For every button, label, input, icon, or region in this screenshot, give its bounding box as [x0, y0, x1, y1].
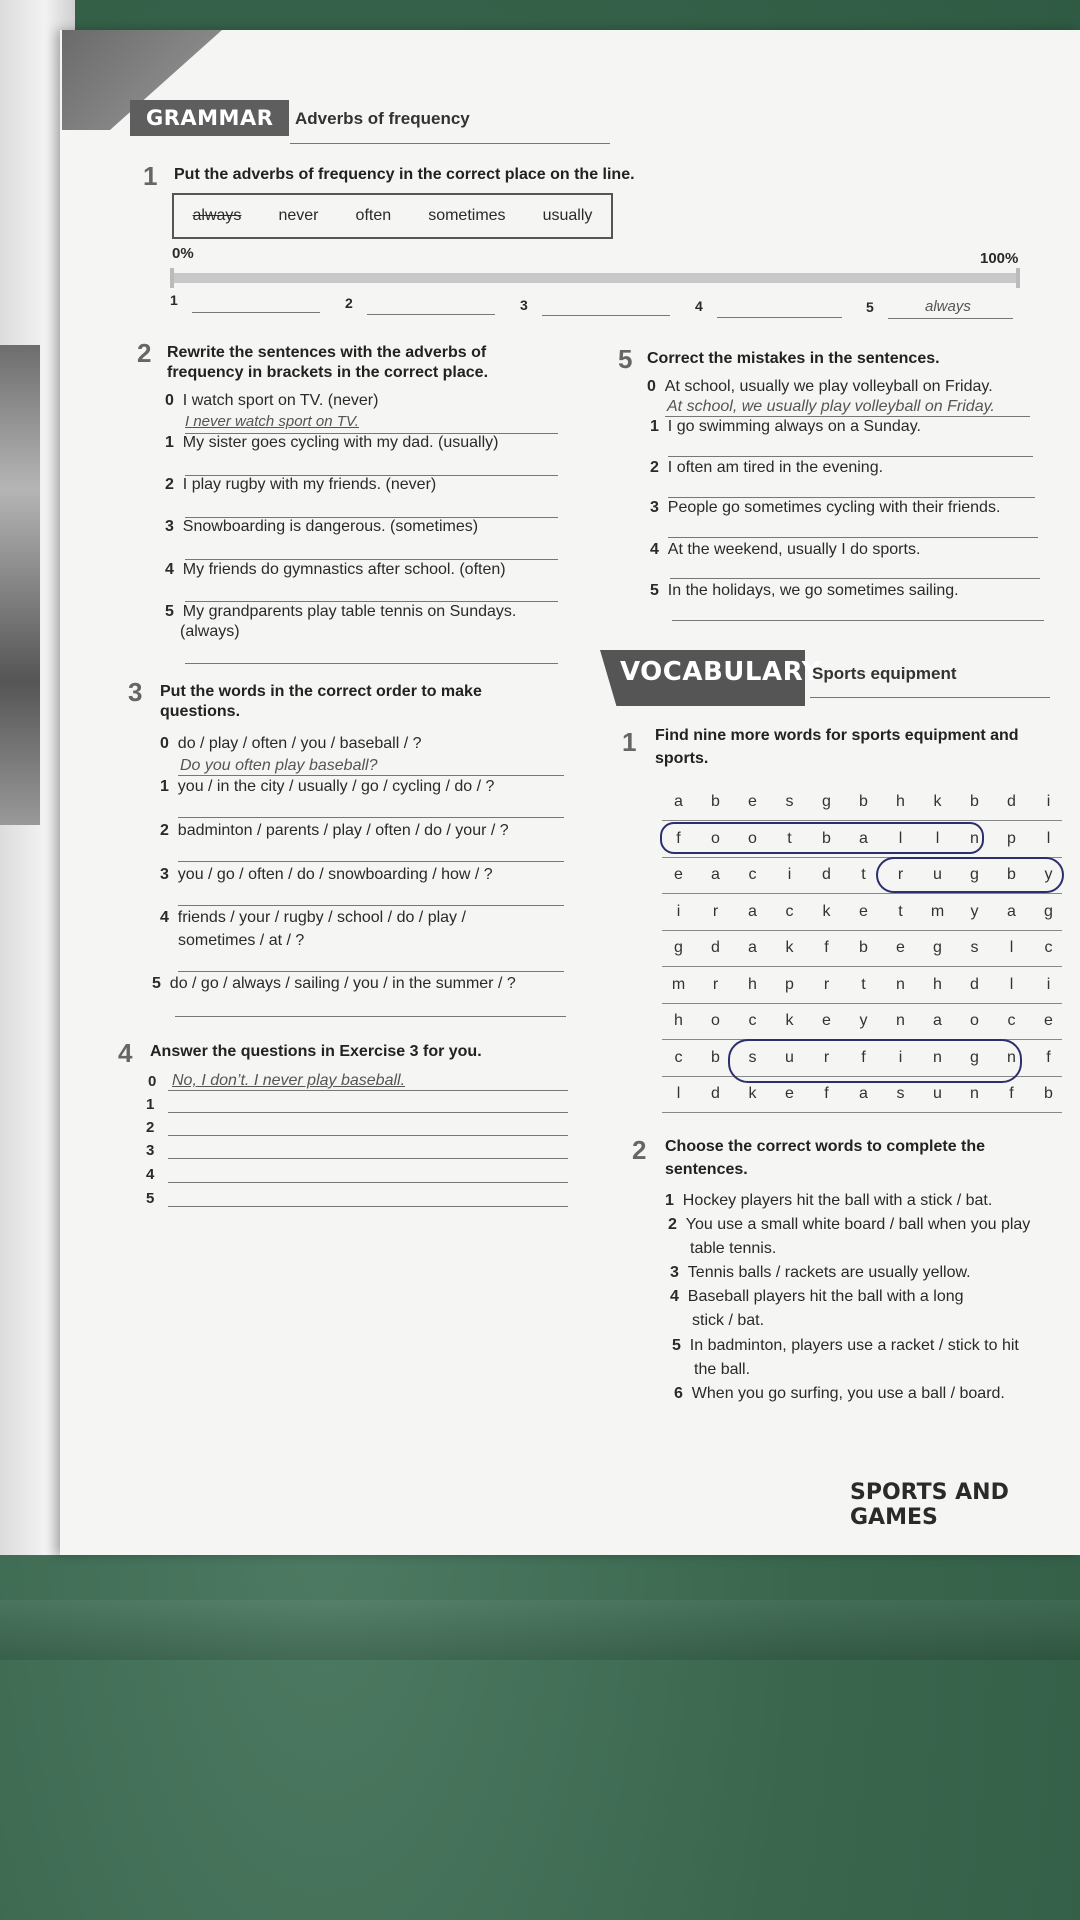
- grid-letter: f: [861, 1048, 866, 1066]
- grammar-underline: [290, 143, 610, 144]
- ex3-number: 3: [128, 677, 143, 707]
- grid-letter: e: [748, 793, 757, 810]
- grid-letter: l: [1009, 939, 1014, 956]
- ex4-item-0-number: 0: [148, 1073, 157, 1090]
- vocab-ex2-item-5: [672, 1337, 1019, 1355]
- ex5-item-2-line: [668, 497, 1035, 498]
- grid-row-rule: [662, 1112, 1062, 1113]
- grid-letter: r: [712, 975, 719, 993]
- circle-rugby: [876, 857, 1064, 893]
- ex4-item-0-line: [168, 1090, 568, 1091]
- grid-letter: f: [1046, 1048, 1051, 1066]
- vocab-ex2-item-5-text: In badminton, players use a racket / stick to hit: [689, 1337, 1019, 1354]
- vocab-ex2-item-2-text2: table tennis.: [690, 1240, 777, 1257]
- ex5-item-4-line: [670, 578, 1040, 579]
- grid-letter: n: [896, 975, 905, 993]
- word-always: always: [192, 207, 242, 224]
- grid-letter: b: [822, 829, 831, 847]
- ex2-item-2-number: 2: [165, 476, 174, 493]
- grid-letter: c: [1007, 1012, 1016, 1029]
- grid-letter: k: [785, 1012, 794, 1029]
- grid-letter: k: [822, 902, 831, 920]
- ex3-item-1-number: 1: [160, 778, 169, 795]
- vocab-ex2-number: 2: [632, 1135, 647, 1165]
- ex2-item-5-text: My grandparents play table tennis on Sundays.: [182, 603, 517, 620]
- grid-letter: p: [785, 975, 794, 993]
- vocab-ex2-item-3-text: Tennis balls / rackets are usually yellow.: [687, 1264, 971, 1281]
- slot-3-line: [542, 315, 670, 316]
- ex2-item-3: [165, 518, 478, 536]
- grid-letter: k: [933, 793, 942, 810]
- grid-letter: f: [676, 829, 681, 847]
- ex3-item-2-text: badminton / parents / play / often / do / your / ?: [177, 822, 509, 839]
- ex5-item-0: [647, 378, 993, 396]
- ex4-item-2-line: [168, 1135, 568, 1136]
- slot-2-number: 2: [345, 295, 353, 311]
- ex4-item-1-number: 1: [146, 1096, 155, 1113]
- grid-letter: a: [1007, 902, 1016, 920]
- grid-letter: f: [1009, 1085, 1014, 1102]
- ex2-instruction-line2: frequency in brackets in the correct place.: [167, 364, 489, 381]
- grid-letter: b: [859, 793, 868, 810]
- grid-letter: e: [859, 902, 868, 920]
- grid-letter: e: [674, 866, 683, 883]
- grid-letter: b: [711, 1048, 720, 1066]
- grid-letter: m: [671, 975, 686, 993]
- ex3-item-0-line: [178, 775, 564, 776]
- grid-letter: r: [897, 866, 904, 883]
- circle-surfing: [728, 1039, 1022, 1083]
- grid-letter: n: [896, 1012, 905, 1029]
- grid-letter: i: [787, 866, 792, 883]
- grid-letter: b: [970, 793, 979, 810]
- vocab-ex2-instruction-line1: Choose the correct words to complete the: [665, 1138, 986, 1155]
- grid-letter: d: [711, 1085, 720, 1102]
- vocab-ex1-instruction-line1: Find nine more words for sports equipment and: [655, 727, 1019, 744]
- ex5-item-4-text: At the weekend, usually I do sports.: [667, 541, 921, 558]
- grid-letter: l: [1009, 975, 1014, 993]
- slot-2-line: [367, 314, 495, 315]
- scale-right-label: 100%: [980, 250, 1019, 267]
- grid-letter: k: [748, 1085, 757, 1102]
- ex2-item-2: [165, 476, 436, 494]
- ex4-number: 4: [118, 1038, 133, 1068]
- grid-letter: d: [970, 975, 979, 993]
- frequency-scale-bar: [170, 273, 1018, 283]
- vocab-ex2-item-6: [674, 1385, 1005, 1403]
- ex1-number: 1: [143, 161, 158, 191]
- scale-left-tick: [170, 268, 174, 288]
- grid-row: [660, 895, 1067, 929]
- vocab-ex2-item-4-text: Baseball players hit the ball with a long: [687, 1288, 964, 1305]
- grid-letter: r: [823, 1048, 830, 1066]
- grid-letter: i: [676, 902, 681, 920]
- grid-letter: f: [824, 1085, 829, 1102]
- grid-letter: a: [859, 1085, 868, 1102]
- grid-letter: d: [711, 939, 720, 956]
- ex3-item-3-text: you / go / often / do / snowboarding / how / ?: [177, 866, 493, 883]
- ex2-item-4-line: [185, 601, 558, 602]
- ex2-item-0-text: I watch sport on TV. (never): [182, 392, 379, 409]
- grid-letter: l: [676, 1085, 681, 1102]
- vocab-ex2-item-6-text: When you go surfing, you use a ball / board.: [691, 1385, 1005, 1402]
- ex2-item-3-text: Snowboarding is dangerous. (sometimes): [182, 518, 479, 535]
- ex4-item-4-number: 4: [146, 1166, 155, 1183]
- grid-letter: g: [1044, 902, 1053, 920]
- ex5-item-2-number: 2: [650, 459, 659, 476]
- grid-letter: y: [1044, 866, 1053, 883]
- ex3-item-0-number: 0: [160, 735, 169, 752]
- vocab-ex2-item-3: [670, 1264, 971, 1282]
- ex2-item-5-line: [185, 663, 558, 664]
- grid-letter: n: [1007, 1048, 1016, 1066]
- ex4-item-1-line: [168, 1112, 568, 1113]
- grid-letter: l: [935, 829, 940, 847]
- ex2-item-5: [165, 603, 516, 621]
- ex4-item-0-answer: No, I don’t. I never play baseball.: [172, 1072, 406, 1089]
- vocab-ex1-number: 1: [622, 727, 637, 757]
- scale-right-tick: [1016, 268, 1020, 288]
- grid-letter: t: [898, 902, 903, 920]
- ex3-item-4-text2: sometimes / at / ?: [178, 932, 305, 949]
- ex2-item-4-text: My friends do gymnastics after school. (often): [182, 561, 506, 578]
- grid-letter: h: [674, 1012, 683, 1029]
- grid-letter: a: [859, 829, 868, 847]
- grid-letter: k: [785, 939, 794, 956]
- slot-3-number: 3: [520, 297, 528, 313]
- grid-letter: u: [933, 1085, 942, 1102]
- ex5-item-4: [650, 541, 920, 559]
- ex3-item-0-answer: Do you often play baseball?: [180, 757, 378, 774]
- grid-letter: y: [859, 1012, 868, 1029]
- ex5-item-2: [650, 459, 883, 477]
- ex3-item-2-number: 2: [160, 822, 169, 839]
- grid-row: [660, 931, 1067, 965]
- ex5-item-0-number: 0: [647, 378, 656, 395]
- grid-letter: t: [861, 866, 866, 883]
- ex2-item-5-text2: (always): [180, 623, 240, 640]
- vocab-ex2-item-4-number: 4: [670, 1288, 679, 1305]
- grid-letter: t: [861, 975, 866, 993]
- ex5-item-5-number: 5: [650, 582, 659, 599]
- grid-letter: y: [970, 902, 979, 920]
- ex2-item-2-text: I play rugby with my friends. (never): [182, 476, 437, 493]
- ex2-item-5-number: 5: [165, 603, 174, 620]
- ex3-item-3-number: 3: [160, 866, 169, 883]
- ex2-item-3-line: [185, 559, 558, 560]
- vocab-title: Sports equipment: [812, 664, 957, 683]
- ex3-item-1-line: [178, 817, 564, 818]
- ex4-item-5-number: 5: [146, 1190, 155, 1207]
- grid-row: [660, 785, 1067, 819]
- vocab-ex2-item-5-text2: the ball.: [694, 1361, 751, 1378]
- grid-letter: c: [1044, 939, 1053, 956]
- ex2-item-4-number: 4: [165, 561, 174, 578]
- grid-letter: a: [674, 793, 683, 810]
- ex3-item-2-line: [178, 861, 564, 862]
- ex3-item-5: [152, 975, 516, 993]
- grid-letter: r: [823, 975, 830, 993]
- ex5-item-3-text: People go sometimes cycling with their friends.: [667, 499, 1001, 516]
- vocab-ex2-item-1: [665, 1192, 992, 1210]
- grid-letter: e: [896, 939, 905, 956]
- ex3-item-5-text: do / go / always / sailing / you / in the summer / ?: [169, 975, 516, 992]
- ex5-item-2-text: I often am tired in the evening.: [667, 459, 884, 476]
- grid-letter: b: [859, 939, 868, 956]
- page-footer: SPORTS AND GAMES: [850, 1480, 1009, 1530]
- ex3-item-0-text: do / play / often / you / baseball / ?: [177, 735, 422, 752]
- grid-letter: s: [748, 1048, 757, 1066]
- grid-letter: o: [748, 829, 757, 847]
- grid-letter: a: [748, 939, 757, 956]
- grid-letter: b: [1007, 866, 1016, 883]
- slot-5-line: [888, 318, 1013, 319]
- slot-5-number: 5: [866, 299, 874, 315]
- ex2-item-1: [165, 434, 498, 452]
- ex3-item-1: [160, 778, 494, 796]
- grid-letter: l: [898, 829, 903, 847]
- grid-letter: c: [785, 902, 794, 920]
- ex2-item-1-text: My sister goes cycling with my dad. (usually): [182, 434, 499, 451]
- grid-letter: n: [970, 1085, 979, 1102]
- grid-letter: i: [1046, 975, 1051, 993]
- grid-letter: c: [748, 1012, 757, 1029]
- ex5-item-4-number: 4: [650, 541, 659, 558]
- vocab-ex2-item-2: [668, 1216, 1030, 1234]
- ex2-item-0-answer: I never watch sport on TV.: [185, 413, 359, 430]
- ex5-item-1-text: I go swimming always on a Sunday.: [667, 418, 921, 435]
- left-page-photo: [0, 345, 40, 825]
- ex5-item-1-number: 1: [650, 418, 659, 435]
- grid-letter: n: [933, 1048, 942, 1066]
- ex2-instruction-line1: Rewrite the sentences with the adverbs of: [167, 344, 487, 361]
- ex5-item-1-line: [668, 456, 1033, 457]
- grid-letter: n: [970, 829, 979, 847]
- grid-letter: a: [711, 866, 720, 883]
- vocab-ex2-item-1-text: Hockey players hit the ball with a stick / bat.: [682, 1192, 993, 1209]
- grid-letter: r: [712, 902, 719, 920]
- scale-left-label: 0%: [172, 245, 194, 262]
- grid-letter: c: [674, 1048, 683, 1066]
- ex5-item-0-text: At school, usually we play volleyball on Friday.: [664, 378, 993, 395]
- grid-letter: m: [930, 902, 945, 920]
- grid-letter: s: [970, 939, 979, 956]
- ex3-item-4-line: [178, 971, 564, 972]
- ex5-item-5-text: In the holidays, we go sometimes sailing.: [667, 582, 959, 599]
- ex1-instruction: Put the adverbs of frequency in the correct place on the line.: [174, 166, 635, 183]
- word-usually: usually: [542, 207, 593, 224]
- grid-letter: s: [785, 793, 794, 810]
- grid-letter: g: [674, 939, 683, 956]
- grid-letter: d: [1007, 793, 1016, 810]
- grid-letter: o: [970, 1012, 979, 1029]
- grid-letter: a: [933, 1012, 942, 1029]
- vocab-ex2-instruction-line2: sentences.: [665, 1161, 748, 1178]
- grid-letter: i: [898, 1048, 903, 1066]
- ex5-instruction: Correct the mistakes in the sentences.: [647, 350, 940, 367]
- grid-letter: g: [822, 793, 831, 810]
- ex5-item-3: [650, 499, 1000, 517]
- grid-letter: o: [711, 1012, 720, 1029]
- ex3-item-2: [160, 822, 509, 840]
- ex2-number: 2: [137, 338, 152, 368]
- grid-letter: d: [822, 866, 831, 883]
- vocab-ex1-instruction-line2: sports.: [655, 750, 709, 767]
- ex4-item-2-number: 2: [146, 1119, 155, 1136]
- grid-letter: u: [785, 1048, 794, 1066]
- grid-letter: c: [748, 866, 757, 883]
- ex1-word-box: [172, 193, 613, 239]
- grid-letter: i: [1046, 793, 1051, 810]
- ex3-item-5-number: 5: [152, 975, 161, 992]
- ex3-item-3-line: [178, 905, 564, 906]
- vocab-ex2-item-5-number: 5: [672, 1337, 681, 1354]
- grid-row: [660, 968, 1067, 1002]
- grid-letter: h: [933, 975, 942, 993]
- vocab-ex2-item-2-text: You use a small white board / ball when you play: [685, 1216, 1031, 1233]
- ex2-item-3-number: 3: [165, 518, 174, 535]
- grid-letter: b: [711, 793, 720, 810]
- vocab-ex2-item-2-number: 2: [668, 1216, 677, 1233]
- grid-letter: b: [1044, 1085, 1053, 1102]
- word-sometimes: sometimes: [428, 207, 506, 224]
- ex4-instruction: Answer the questions in Exercise 3 for you.: [150, 1043, 482, 1060]
- grid-letter: g: [970, 866, 979, 883]
- ex4-item-3-number: 3: [146, 1142, 155, 1159]
- grid-letter: o: [711, 829, 720, 847]
- ex3-instruction-line1: Put the words in the correct order to make: [160, 683, 482, 700]
- grid-letter: h: [748, 975, 757, 993]
- ex5-item-5: [650, 582, 959, 600]
- slot-4-number: 4: [695, 298, 703, 314]
- ex5-item-1: [650, 418, 921, 436]
- ex3-item-4-number: 4: [160, 909, 169, 926]
- grid-letter: t: [787, 829, 792, 847]
- ex5-item-3-number: 3: [650, 499, 659, 516]
- circle-football: [660, 822, 984, 854]
- vocab-ex2-item-3-number: 3: [670, 1264, 679, 1281]
- word-often: often: [355, 207, 392, 224]
- grammar-label: GRAMMAR: [130, 100, 289, 136]
- grid-letter: p: [1007, 829, 1016, 847]
- grid-letter: h: [896, 793, 905, 810]
- grid-letter: e: [785, 1085, 794, 1102]
- ex5-item-0-line: [665, 416, 1030, 417]
- vocab-ex2-item-4: [670, 1288, 964, 1306]
- grid-letter: e: [1044, 1012, 1053, 1029]
- grammar-title: Adverbs of frequency: [295, 109, 470, 128]
- vocab-ex2-item-1-number: 1: [665, 1192, 674, 1209]
- grid-row: [660, 1004, 1067, 1038]
- ex2-item-1-number: 1: [165, 434, 174, 451]
- grid-letter: u: [933, 866, 942, 883]
- ex5-item-3-line: [668, 537, 1038, 538]
- ex2-item-0-number: 0: [165, 392, 174, 409]
- ex3-item-5-line: [175, 1016, 566, 1017]
- ex5-item-5-line: [672, 620, 1044, 621]
- grid-letter: e: [822, 1012, 831, 1029]
- grid-letter: f: [824, 939, 829, 956]
- cloth-fold: [0, 1600, 1080, 1660]
- ex3-item-0: [160, 735, 422, 753]
- ex2-item-0: [165, 392, 378, 410]
- grid-letter: g: [970, 1048, 979, 1066]
- slot-5-answer: always: [925, 298, 971, 315]
- ex3-item-4: [160, 909, 466, 927]
- ex3-item-4-text: friends / your / rugby / school / do / play /: [177, 909, 466, 926]
- grid-letter: g: [933, 939, 942, 956]
- grid-letter: l: [1046, 829, 1051, 847]
- ex3-instruction-line2: questions.: [160, 703, 241, 720]
- grid-letter: s: [896, 1085, 905, 1102]
- ex3-item-3: [160, 866, 493, 884]
- ex3-item-1-text: you / in the city / usually / go / cycling / do / ?: [177, 778, 495, 795]
- ex5-number: 5: [618, 344, 633, 374]
- word-never: never: [278, 207, 319, 224]
- ex4-item-5-line: [168, 1206, 568, 1207]
- slot-4-line: [717, 317, 842, 318]
- slot-1-line: [192, 312, 320, 313]
- ex4-item-4-line: [168, 1182, 568, 1183]
- vocab-ex2-item-4-text2: stick / bat.: [692, 1312, 765, 1329]
- slot-1-number: 1: [170, 292, 178, 308]
- ex4-item-3-line: [168, 1158, 568, 1159]
- grid-letter: a: [748, 902, 757, 920]
- ex2-item-4: [165, 561, 506, 579]
- vocab-ex2-item-6-number: 6: [674, 1385, 683, 1402]
- vocab-underline: [810, 697, 1050, 698]
- vocab-label: VOCABULARY: [620, 657, 822, 687]
- ex5-item-0-answer: At school, we usually play volleyball on Friday.: [667, 398, 995, 415]
